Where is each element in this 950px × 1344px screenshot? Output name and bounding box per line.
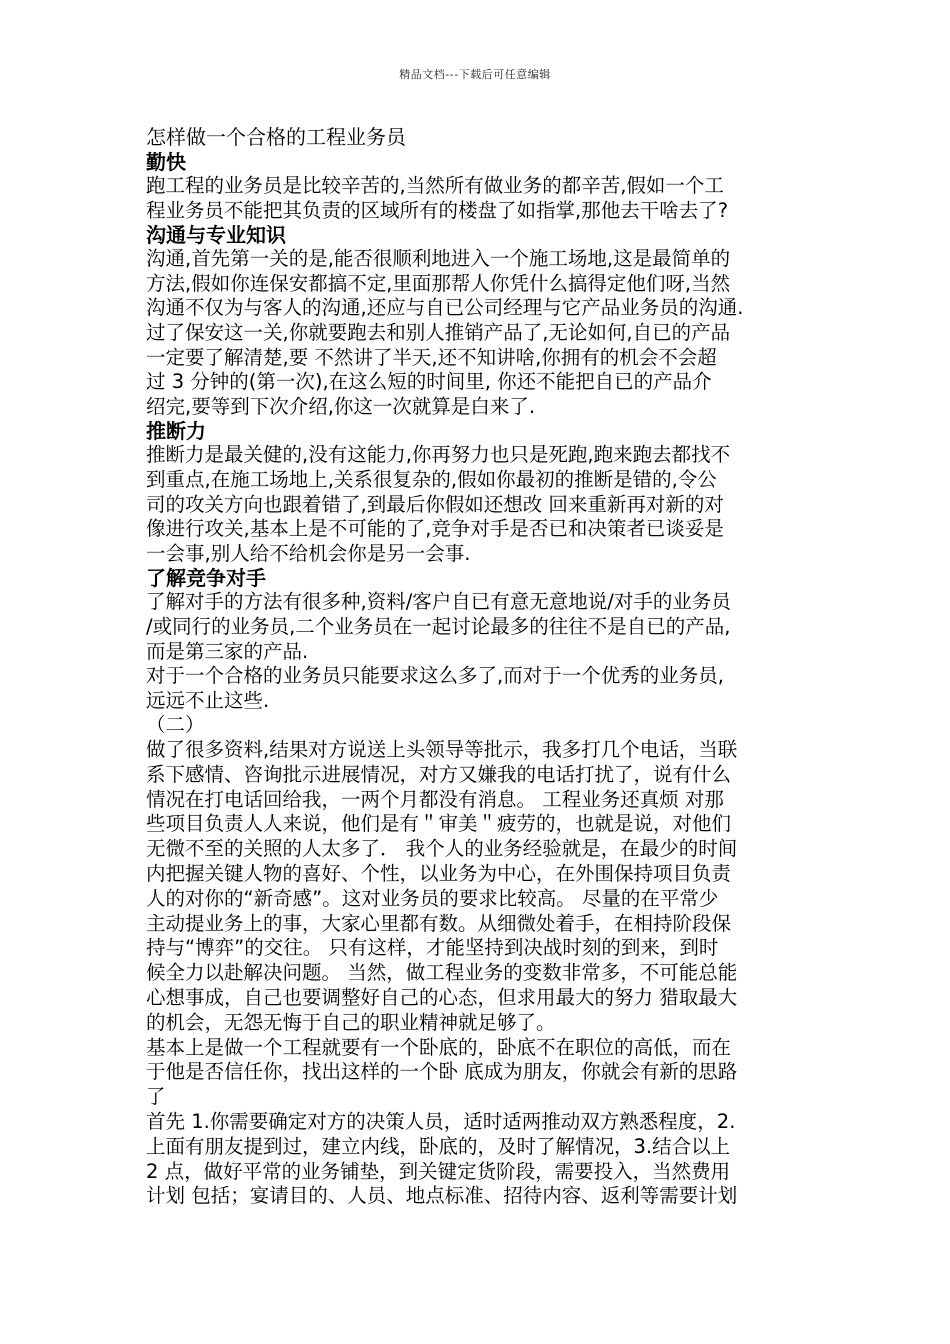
text-line: 主动提业务上的事，大家心里都有数。从细微处着手，在相持阶段保	[146, 911, 732, 935]
text-line: 一会事,别人给不给机会你是另一会事.	[146, 541, 471, 565]
text-line: 情况在打电话回给我，一两个月都没有消息。 工程业务还真烦 对那	[146, 787, 724, 811]
text-line: 过了保安这一关,你就要跑去和别人推销产品了,无论如何,自已的产品	[146, 320, 731, 344]
text-line: 像进行攻关,基本上是不可能的了,竞争对手是否已和决策者已谈妥是	[146, 517, 724, 541]
text-line: 系下感情、咨询批示进展情况，对方又嫌我的电话打扰了，说有什么	[146, 762, 732, 786]
text-line: 于他是否信任你，找出这样的一个卧 底成为朋友，你就会有新的思路	[146, 1060, 738, 1084]
text-line: 基本上是做一个工程就要有一个卧底的，卧底不在职位的高低，而在	[146, 1035, 732, 1059]
text-line: 程业务员不能把其负责的区域所有的楼盘了如指掌,那他去干啥去了?	[146, 198, 729, 222]
section-paragraph	[146, 443, 810, 566]
text-line: 持与“博弈”的交往。 只有这样，才能坚持到决战时刻的到来，到时	[146, 936, 719, 960]
text-line: 跑工程的业务员是比较辛苦的,当然所有做业务的都辛苦,假如一个工	[146, 174, 724, 197]
text-line: 内把握关键人物的喜好、个性，以业务为中心，在外围保持项目负责	[146, 862, 732, 886]
section-paragraph	[146, 590, 810, 713]
text-line: 候全力以赴解决问题。 当然，做工程业务的变数非常多，不可能总能	[146, 961, 738, 985]
text-line: 绍完,要等到下次介绍,你这一次就算是白来了.	[146, 394, 536, 418]
section-heading: 推断力	[146, 419, 206, 444]
text-line: 了	[146, 1085, 166, 1109]
text-line: 到重点,在施工场地上,关系很复杂的,假如你最初的推断是错的,令公	[146, 467, 717, 491]
section-paragraph	[146, 247, 810, 419]
text-line: 而是第三家的产品.	[146, 639, 309, 663]
text-line: 过 3 分钟的(第一次),在这么短的时间里, 你还不能把自已的产品介	[146, 370, 712, 394]
text-line: 一定要了解清楚,要 不然讲了半天,还不知讲啥,你拥有的机会不会超	[146, 345, 717, 369]
text-line: 了解对手的方法有很多种,资料/客户自已有意无意地说/对手的业务员	[146, 590, 731, 614]
text-line: 远远不止这些.	[146, 688, 270, 712]
section-paragraph	[146, 174, 810, 223]
text-line: 对于一个合格的业务员只能要求这么多了,而对于一个优秀的业务员,	[146, 664, 724, 688]
section-heading: 勤快	[146, 150, 186, 174]
text-line: 心想事成，自己也要调整好自己的心态，但求用最大的努力 猎取最大	[146, 986, 738, 1010]
text-line: 无微不至的关照的人太多了． 我个人的业务经验就是，在最少的时间	[146, 837, 738, 861]
part-two-label: （二）	[146, 713, 205, 737]
text-line: 2 点，做好平常的业务铺垫，到关键定货阶段，需要投入，当然费用	[146, 1159, 731, 1183]
text-line: 的机会，无怨无悔于自己的职业精神就足够了。	[146, 1010, 556, 1034]
document-title: 怎样做一个合格的工程业务员	[146, 125, 406, 149]
text-line: 方法,假如你连保安都搞不定,里面那帮人你凭什么搞得定他们呀,当然	[146, 271, 731, 295]
page-header: 精品文档---下载后可任意编辑	[399, 68, 551, 81]
text-line: 上面有朋友提到过，建立内线，卧底的，及时了解情况，3.结合以上	[146, 1134, 731, 1158]
text-line: 首先 1.你需要确定对方的决策人员，适时适两推动双方熟悉程度，2.	[146, 1110, 736, 1134]
text-line: 司的攻关方向也跟着错了,到最后你假如还想改 回来重新再对新的对	[146, 492, 724, 516]
document-body	[146, 124, 810, 1209]
text-line: 计划 包括；宴请目的、人员、地点标准、招待内容、返利等需要计划	[146, 1184, 738, 1208]
text-line: 做了很多资料,结果对方说送上头领导等批示，我多打几个电话，当联	[146, 738, 738, 762]
text-line: 人的对你的“新奇感”。这对业务员的要求比较高。 尽量的在平常少	[146, 886, 719, 910]
section-heading: 沟通与专业知识	[146, 223, 286, 248]
section-heading: 了解竞争对手	[146, 566, 266, 591]
text-line: 沟通,首先第一关的是,能否很顺利地进入一个施工场地,这是最简单的	[146, 247, 731, 271]
text-line: 沟通不仅为与客人的沟通,还应与自已公司经理与它产品业务员的沟通.	[146, 296, 744, 320]
text-line: /或同行的业务员,二个业务员在一起讨论最多的往往不是自已的产品,	[146, 614, 731, 638]
text-line: 些项目负责人人来说，他们是有＂审美＂疲劳的，也就是说，对他们	[146, 812, 732, 836]
part-two	[146, 713, 810, 1209]
text-line: 推断力是最关健的,没有这能力,你再努力也只是死跑,跑来跑去都找不	[146, 443, 731, 467]
